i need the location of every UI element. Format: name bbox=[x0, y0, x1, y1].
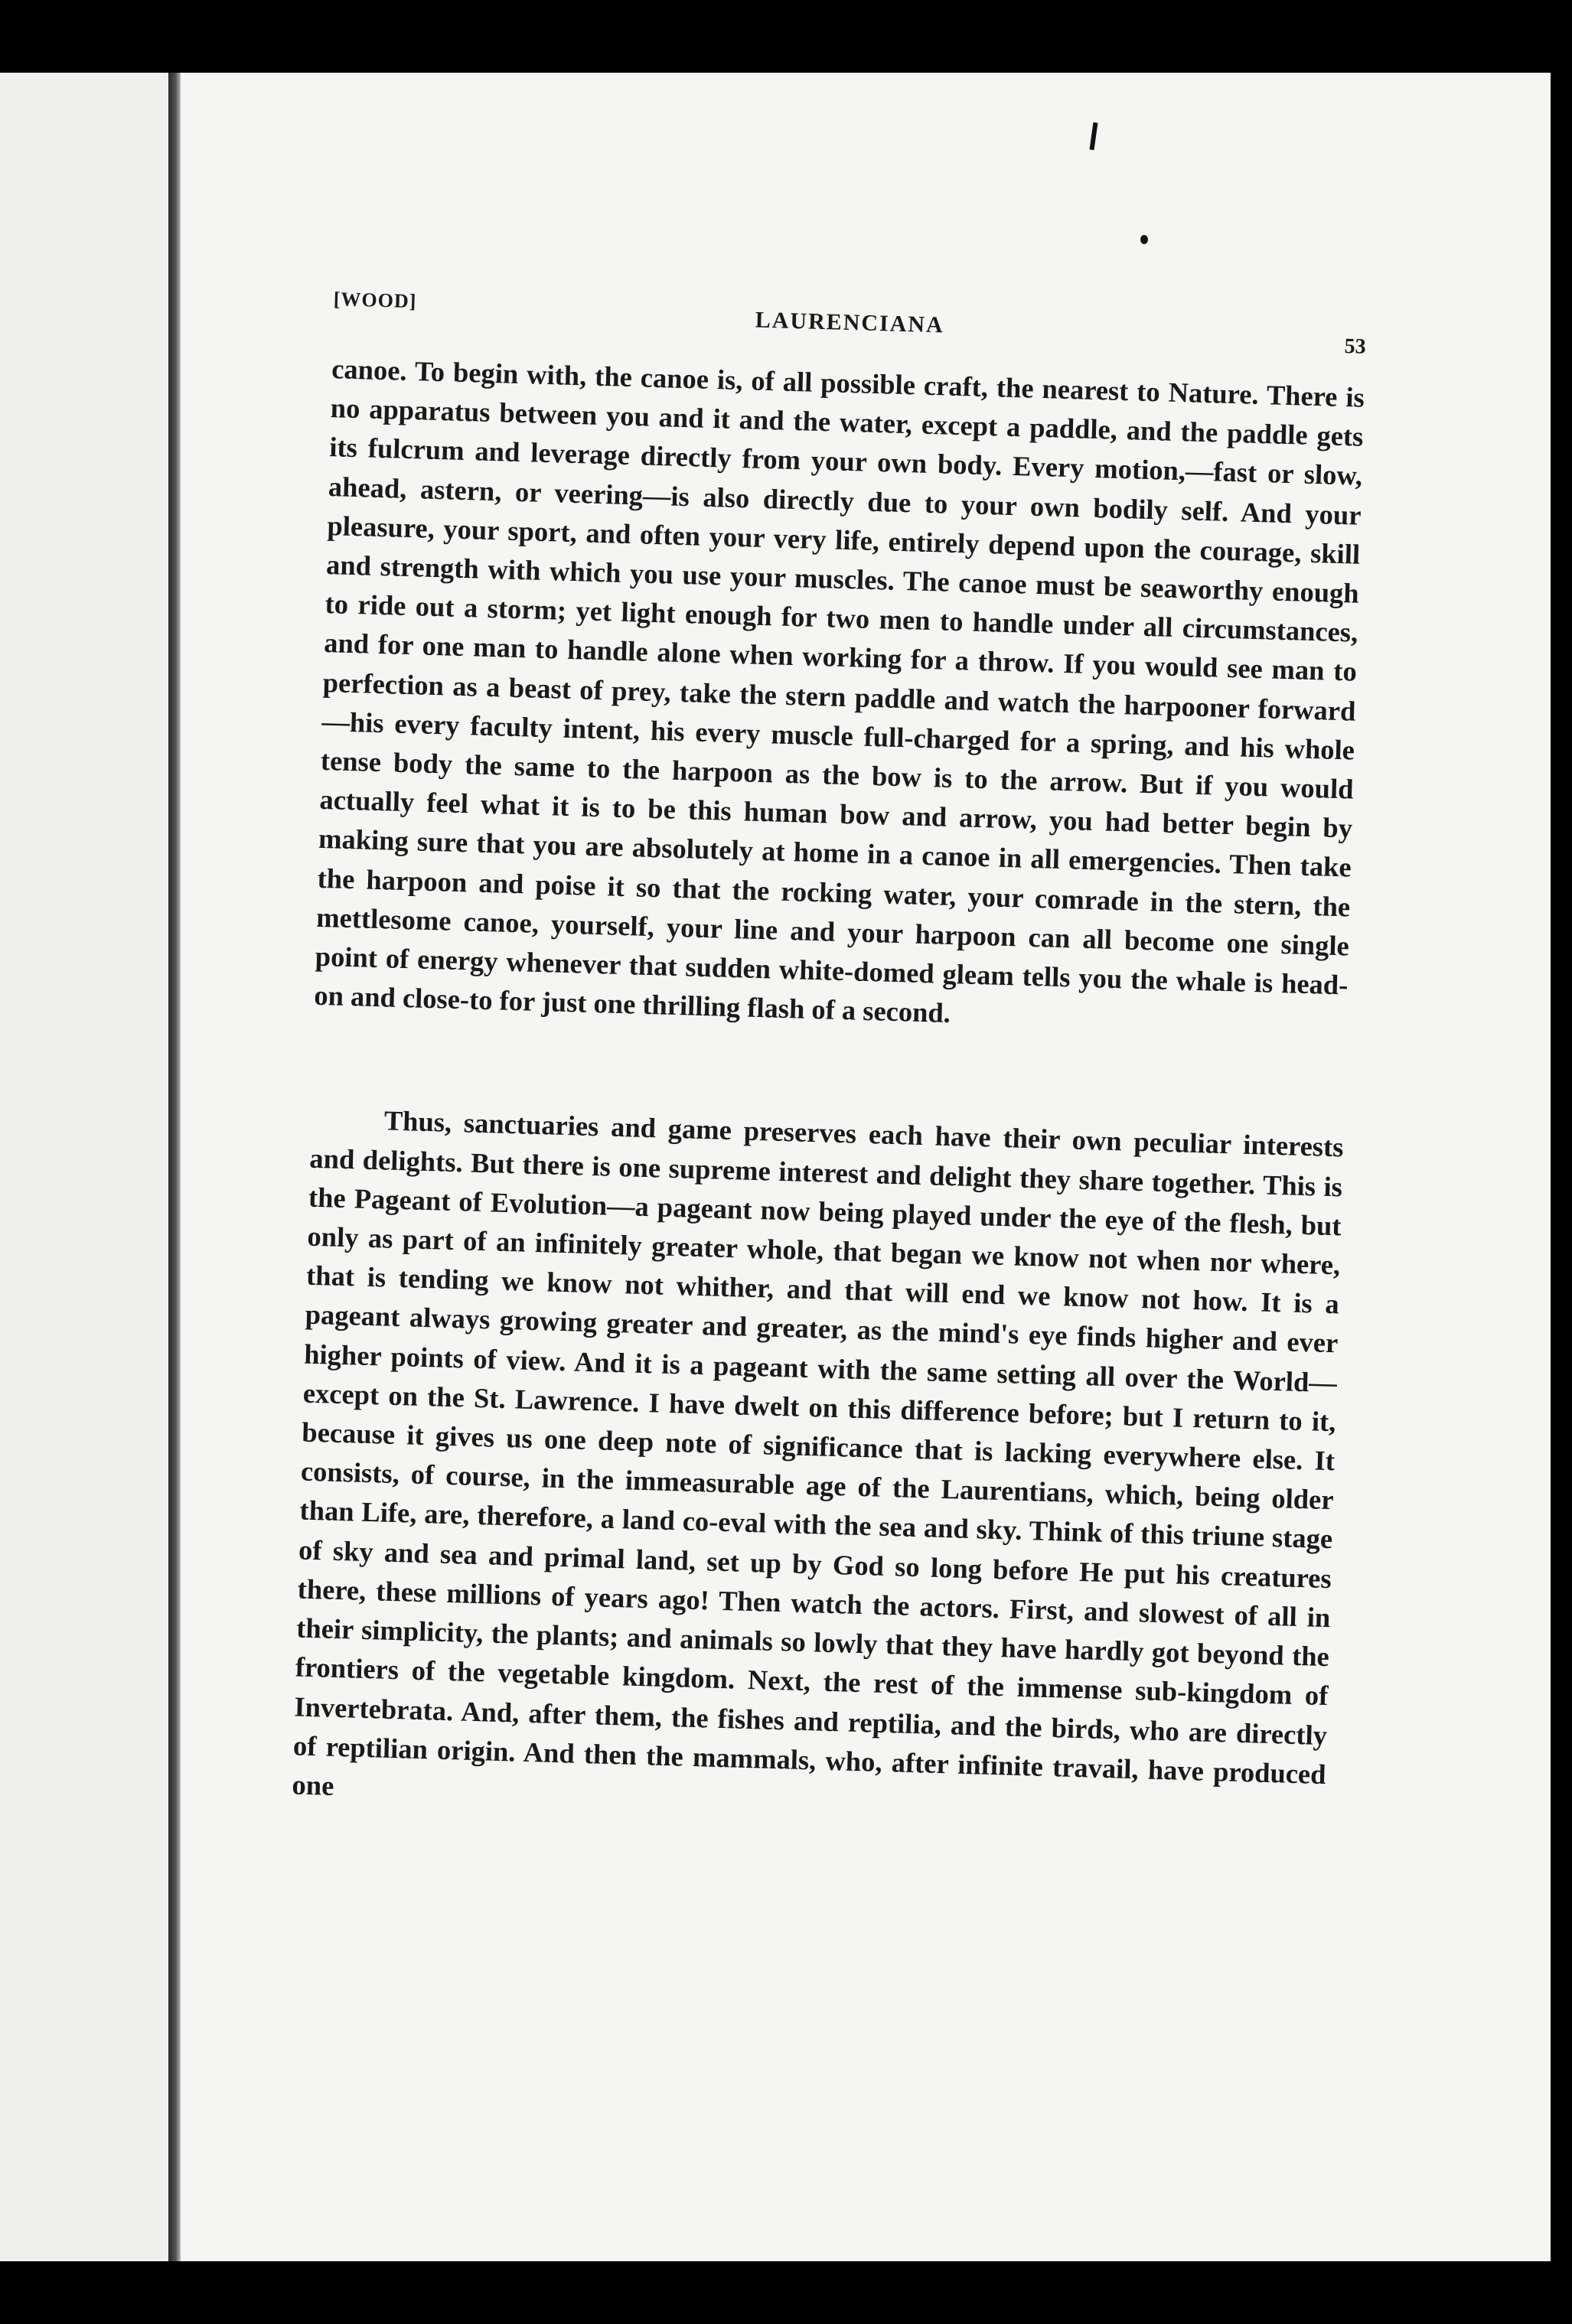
running-head-title: LAURENCIANA bbox=[755, 307, 945, 338]
book-page bbox=[181, 73, 1551, 2261]
book-gutter bbox=[168, 73, 181, 2261]
body-paragraph-2: Thus, sanctuaries and game preserves each have their own peculiar interests and delights. But there is one supreme interest and delight they share together. This is the Pageant of Evolution—a pageant now being played under the eye of the flesh, but only as part of an infinitely greater whole, that began we know not when nor where, that is tending we know not whither, and that will end we know not how. It is a pageant always growing greater and greater, as the mind's eye finds higher and ever higher points of view. And it is a pageant with the same setting all over the World—except on the St. Lawrence. I have dwelt on this difference before; but I return to it, because it gives us one deep note of significance that is lacking everywhere else. It consists, of course, in the immeasurable age of the Laurentians, which, being older than Life, are, therefore, a land co-eval with the sea and sky. Think of this triune stage of sky and sea and primal land, set up by God so long before He put his creatures there, these millions of years ago! Then watch the actors. First, and slowest of all in their simplicity, the plants; and animals so lowly that they have hardly got beyond the frontiers of the vegetable kingdom. Next, the rest of the immense sub-kingdom of Invertebrata. And, after them, the fishes and reptilia, and the birds, who are directly of reptilian origin. And then the mammals, who, after infinite travail, have produced one bbox=[292, 1104, 1344, 1801]
ink-spot bbox=[1140, 235, 1148, 244]
running-head-author: [WOOD] bbox=[333, 288, 417, 313]
facing-page-edge bbox=[0, 73, 178, 2261]
page-number: 53 bbox=[1344, 334, 1367, 359]
body-paragraph-1: canoe. To begin with, the canoe is, of all possible craft, the nearest to Nature. There is no apparatus between you and it and the water, except a paddle, and the paddle gets its fulcrum and leverage directly from your own body. Every motion,—fast or slow, ahead, astern, or veering—is also directly due to your own bodily self. And your pleasure, your sport, and often your very life, entirely depend upon the courage, skill and strength with which you use your muscles. The canoe must be seaworthy enough to ride out a storm; yet light enough for two men to handle under all circumstances, and for one man to handle alone when working for a throw. If you would see man to perfection as a beast of prey, take the stern paddle and watch the harpooner forward—his every faculty intent, his every muscle full-charged for a spring, and his whole tense body the same to the harpoon as the bow is to the arrow. But if you would actually feel what it is to be this human bow and arrow, you had better begin by making sure that you are absolutely at home in a canoe in all emergencies. Then take the harpoon and poise it so that the rocking water, your comrade in the stern, the mettlesome canoe, yourself, your line and your harpoon can all become one single point of energy whenever that sudden white-domed gleam tells you the whale is head-on and close-to for just one thrilling flash of a second. bbox=[313, 353, 1365, 1029]
ink-mark bbox=[1090, 122, 1098, 150]
page-content bbox=[282, 288, 1367, 2199]
